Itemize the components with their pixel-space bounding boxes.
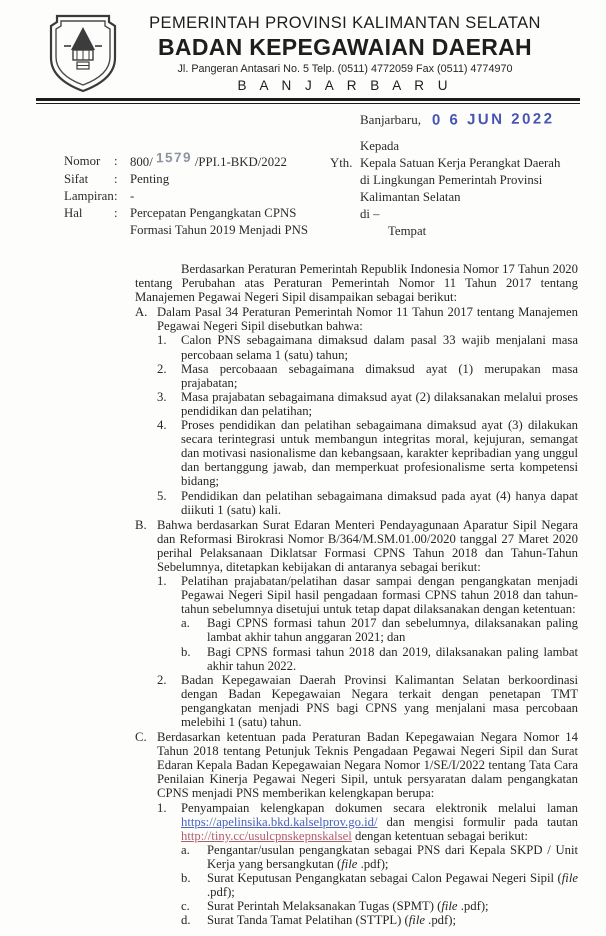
sub-item-label: d. — [181, 913, 191, 928]
list-item — [157, 390, 578, 418]
sub-item-text: Surat Keputusan Pengangkatan sebagai Calon Pegawai Negeri Sipil (file .pdf); — [207, 871, 578, 900]
section-label: C. — [135, 730, 147, 745]
sub-item-text: Bagi CPNS formasi tahun 2017 dan sebelumnya, dilaksanakan paling lambat akhir tahun anggaran 2021; dan — [207, 616, 578, 645]
lampiran-value: - — [130, 189, 135, 203]
sub-item-label: c. — [181, 899, 190, 914]
yth-label: Yth. — [330, 156, 353, 170]
item-text-part: Penyampaian kelengkapan dokumen secara elektronik melalui laman — [181, 800, 578, 815]
item-text: Masa prajabatan sebagaimana dimaksud ayat (2) dilaksanakan melalui proses pendidikan dan pelatihan; — [181, 389, 578, 418]
item-text: Proses pendidikan dan pelatihan sebagaimana dimaksud ayat (3) dilakukan secara terintegrasi untuk membangun integritas moral, kejujuran, semangat dan motivasi nasionalisme dan kebangsaan, karakter kepribadian yang unggul dan bertanggung jawab, dan memperkuat profesionalisme serta kompetensi bidang; — [181, 418, 578, 489]
letterhead — [0, 0, 606, 95]
sub-item-text: Surat Perintah Melaksanakan Tugas (SPMT) (file .pdf); — [207, 899, 489, 914]
hal-line-2: Formasi Tahun 2019 Menjadi PNS — [130, 223, 309, 237]
meta-row-sifat — [64, 171, 330, 188]
sub-item — [181, 616, 578, 644]
section-a — [135, 305, 578, 516]
item-label: 4. — [157, 418, 167, 433]
sub-item-label: b. — [181, 871, 191, 886]
list-item — [157, 801, 578, 928]
recipient-line: Kepala Satuan Kerja Perangkat Daerah — [360, 156, 561, 170]
hal-value — [130, 205, 330, 239]
nomor-number-stamp: 1579 — [155, 149, 192, 166]
list-item — [157, 574, 578, 673]
dateline — [360, 111, 606, 129]
agency-address: Jl. Pangeran Antasari No. 5 Telp. (0511) 4772059 Fax (0511) 4774970 — [177, 63, 513, 75]
section-label: A. — [135, 305, 148, 320]
letter-body — [135, 262, 578, 927]
recipient-line: di Lingkungan Pemerintah Provinsi — [360, 173, 543, 187]
recipient-block — [330, 138, 586, 240]
item-text-part: dengan ketentuan sebagai berikut: — [351, 828, 528, 843]
sub-item-text: Bagi CPNS formasi tahun 2018 dan 2019, dilaksanakan paling lambat akhir tahun 2022. — [207, 644, 578, 673]
colon: : — [114, 154, 118, 168]
sub-item-label: b. — [181, 644, 191, 659]
letterhead-rule — [36, 98, 580, 104]
list-item — [157, 362, 578, 390]
section-text: Berdasarkan ketentuan pada Peraturan Badan Kepegawaian Negara Nomor 14 Tahun 2018 tentang Petunjuk Teknis Pengadaan Pegawai Negeri Sipil dan Surat Edaran Kepala Badan Kepegawaian Negara Nomor 1/SE/I/2022 tentang Tata Cara Penilaian Kinerja Pegawai Negeri Sipil, untuk persyaratan dalam pengangkatan CPNS menjadi PNS memberikan kelengkapan berupa: — [157, 730, 578, 801]
sub-item — [181, 645, 578, 673]
nomor-value — [130, 149, 330, 171]
recipient-tempat: Tempat — [388, 224, 427, 238]
item-label: 2. — [157, 672, 167, 687]
sub-item — [181, 913, 578, 927]
item-text: Badan Kepegawaian Daerah Provinsi Kalimantan Selatan berkoordinasi dengan Badan Kepegawaian Negara terkait dengan penetapan TMT pengangkatan menjadi PNS bagi CPNS yang menjalani masa percobaan melebihi 1 (satu) tahun. — [181, 672, 578, 729]
meta-block — [64, 149, 330, 240]
item-text: Calon PNS sebagaimana dimaksud dalam pasal 33 wajib menjalani masa percobaan selama 1 (satu) tahun; — [181, 333, 578, 362]
colon: : — [114, 189, 118, 203]
provincial-emblem-logo — [46, 13, 120, 95]
meta-row-hal — [64, 205, 330, 239]
item-text: Masa percobaaan sebagaimana dimaksud ayat (1) merupakan masa prajabatan; — [181, 361, 578, 390]
meta-row-nomor — [64, 149, 330, 171]
lampiran-label: Lampiran — [64, 189, 114, 203]
agency-name: BADAN KEPEGAWAIAN DAERAH — [158, 34, 532, 60]
hal-line-1: Percepatan Pengangkatan CPNS — [130, 206, 297, 220]
government-name: PEMERINTAH PROVINSI KALIMANTAN SELATAN — [149, 14, 541, 32]
sub-item — [181, 899, 578, 913]
section-b — [135, 518, 578, 729]
sub-item-label: a. — [181, 616, 190, 631]
nomor-suffix: /PPI.1-BKD/2022 — [194, 155, 287, 169]
item-label: 2. — [157, 361, 167, 376]
item-text-with-links — [181, 801, 578, 843]
section-c — [135, 730, 578, 927]
date-place: Banjarbaru, — [360, 112, 422, 127]
hyperlink-apelinsika[interactable]: https://apelinsika.bkd.kalselprov.go.id/ — [181, 814, 378, 829]
opening-paragraph: Berdasarkan Peraturan Pemerintah Republik Indonesia Nomor 17 Tahun 2020 tentang Perubahan atas Peraturan Pemerintah Nomor 11 Tahun 2017 tentang Manajemen Pegawai Negeri Sipil disampaikan sebagai berikut: — [135, 262, 578, 305]
list-item — [157, 418, 578, 488]
hal-label: Hal — [64, 206, 83, 220]
item-label: 1. — [157, 333, 167, 348]
colon: : — [114, 172, 118, 186]
section-text: Bahwa berdasarkan Surat Edaran Menteri Pendayagunaan Aparatur Sipil Negara dan Reformasi Birokrasi Nomor B/364/M.SM.01.00/2020 tanggal 27 Maret 2020 perihal Pelaksanaan Diklatsar Formasi CPNS Tahun 2018 dan Tahun-Tahun Sebelumnya, ditetapkan kebijakan di antaranya sebagai berikut: — [157, 517, 578, 574]
sub-item-text: Surat Tanda Tamat Pelatihan (STTPL) (file .pdf); — [207, 913, 456, 928]
meta-and-recipient — [0, 138, 606, 240]
nomor-label: Nomor — [64, 154, 101, 168]
sifat-value: Penting — [130, 172, 170, 186]
item-label: 5. — [157, 488, 167, 503]
list-item — [157, 673, 578, 729]
item-label: 1. — [157, 800, 167, 815]
recipient-line: di – — [360, 207, 380, 221]
item-text-part: dan mengisi formulir pada tautan — [377, 814, 578, 829]
list-item — [157, 489, 578, 517]
sub-item-text: Pengantar/usulan pengangkatan sebagai PNS dari Kepala SKPD / Unit Kerja yang bersangkutan (file .pdf); — [207, 842, 578, 871]
item-label: 1. — [157, 574, 167, 589]
hyperlink-tinycc[interactable]: http://tiny.cc/usulcpnskepnskalsel — [181, 828, 352, 843]
agency-city: B A N J A R B A R U — [237, 78, 453, 93]
recipient-lines — [360, 155, 560, 240]
section-text: Dalam Pasal 34 Peraturan Pemerintah Nomor 11 Tahun 2017 tentang Manajemen Pegawai Negeri Sipil disebutkan bahwa: — [157, 305, 578, 334]
sifat-label: Sifat — [64, 172, 89, 186]
meta-row-lampiran — [64, 188, 330, 205]
sub-item — [181, 843, 578, 871]
sub-item-label: a. — [181, 842, 190, 857]
item-text: Pendidikan dan pelatihan sebagaimana dimaksud pada ayat (4) hanya dapat diikuti 1 (satu) kali. — [181, 488, 578, 517]
colon: : — [114, 206, 118, 220]
recipient-line: Kalimantan Selatan — [360, 190, 461, 204]
item-label: 3. — [157, 389, 167, 404]
kepada-label: Kepada — [360, 139, 400, 153]
nomor-prefix: 800/ — [130, 155, 153, 169]
date-stamp: 0 6 JUN 2022 — [432, 110, 555, 129]
section-label: B. — [135, 517, 147, 532]
list-item — [157, 333, 578, 361]
item-text: Pelatihan prajabatan/pelatihan dasar sampai dengan pengangkatan menjadi Pegawai Negeri Sipil hasil pengadaan formasi CPNS tahun 2018 dan tahun-tahun sebelumnya disetujui untuk tetap dapat dilaksanakan dengan ketentuan: — [181, 574, 578, 617]
sub-item — [181, 871, 578, 899]
